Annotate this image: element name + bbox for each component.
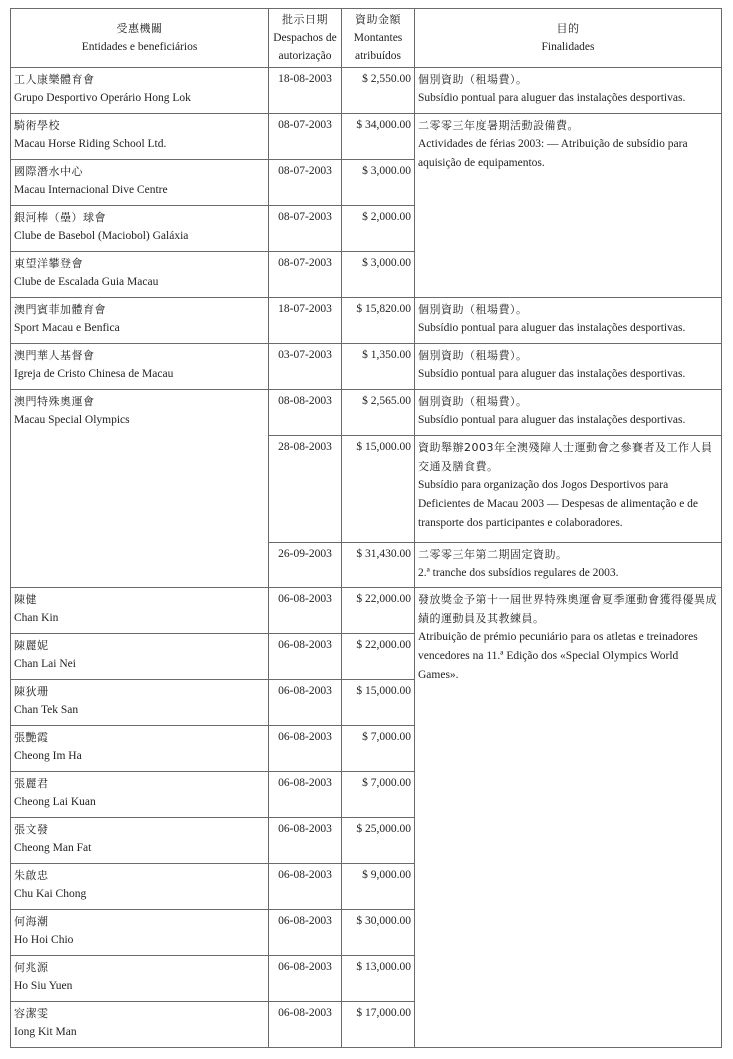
amount-cell: $ 31,430.00 (342, 543, 415, 588)
entity-cell (11, 634, 269, 680)
entity-name-pt: Cheong Man Fat (14, 842, 92, 854)
entity-name-pt: Macau Horse Riding School Ltd. (14, 138, 167, 150)
amount-cell: $ 7,000.00 (342, 772, 415, 818)
amount-cell: $ 17,000.00 (342, 1002, 415, 1048)
date-cell: 06-08-2003 (269, 956, 342, 1002)
entity-cell (11, 680, 269, 726)
entity-name-pt: Cheong Lai Kuan (14, 796, 96, 808)
header-date-zh: 批示日期 (282, 13, 328, 26)
table-row (11, 68, 722, 114)
entity-cell (11, 160, 269, 206)
date-cell: 08-08-2003 (269, 390, 342, 436)
entity-name-zh: 張艷霞 (14, 731, 49, 744)
entity-name-zh: 陳健 (14, 593, 37, 606)
amount-cell: $ 2,550.00 (342, 68, 415, 114)
header-entity-zh: 受惠機關 (116, 22, 163, 35)
entity-name-pt: Ho Siu Yuen (14, 980, 73, 992)
date-cell: 08-07-2003 (269, 252, 342, 298)
entity-name-pt: Macau Internacional Dive Centre (14, 184, 168, 196)
table-row (11, 298, 722, 344)
purpose-zh: 發放獎金予第十一屆世界特殊奧運會夏季運動會獲得優異成績的運動員及其教練員。 (418, 593, 717, 625)
entity-name-zh: 銀河棒（壘）球會 (14, 211, 106, 224)
header-amount-pt-2: atribuídos (355, 50, 401, 62)
entity-cell (11, 910, 269, 956)
amount-cell: $ 2,000.00 (342, 206, 415, 252)
amount-cell: $ 9,000.00 (342, 864, 415, 910)
entity-name-zh: 工人康樂體育會 (14, 73, 95, 86)
amount-cell: $ 22,000.00 (342, 634, 415, 680)
purpose-pt: Actividades de férias 2003: — Atribuição de subsídio para aquisição de equipamentos. (418, 138, 688, 169)
entity-name-zh: 何海潮 (14, 915, 49, 928)
header-date-pt-2: autorização (278, 50, 332, 62)
purpose-zh: 個別資助（租場費）。 (418, 303, 528, 316)
amount-cell: $ 34,000.00 (342, 114, 415, 160)
header-date-pt-1: Despachos de (273, 32, 337, 44)
purpose-zh: 二零零三年度暑期活動設備費。 (418, 119, 579, 132)
header-amount (342, 9, 415, 68)
purpose-pt: Subsídio pontual para aluguer das instalações desportivas. (418, 414, 686, 426)
entity-cell (11, 956, 269, 1002)
table-row (11, 344, 722, 390)
amount-cell: $ 15,820.00 (342, 298, 415, 344)
purpose-pt: 2.ª tranche dos subsídios regulares de 2003. (418, 567, 619, 579)
entity-cell (11, 390, 269, 588)
purpose-zh: 二零零三年第二期固定資助。 (418, 548, 568, 561)
entity-name-pt: Ho Hoi Chio (14, 934, 74, 946)
purpose-pt: Atribuição de prémio pecuniário para os atletas e treinadores vencedores na 11.ª Edição dos «Special Olympics World Games». (418, 631, 698, 681)
entity-name-zh: 張文發 (14, 823, 49, 836)
entity-name-pt: Iong Kit Man (14, 1026, 77, 1038)
purpose-cell (415, 68, 722, 114)
amount-cell: $ 2,565.00 (342, 390, 415, 436)
table-row (11, 114, 722, 160)
entity-cell (11, 726, 269, 772)
date-cell: 18-08-2003 (269, 68, 342, 114)
header-entity-pt: Entidades e beneficiários (81, 41, 198, 53)
subsidy-table (10, 8, 722, 1048)
purpose-cell (415, 344, 722, 390)
entity-name-zh: 澳門賓菲加體育會 (14, 303, 106, 316)
entity-cell (11, 344, 269, 390)
header-purpose-pt: Finalidades (541, 41, 595, 53)
purpose-pt: Subsídio pontual para aluguer das instalações desportivas. (418, 368, 686, 380)
entity-name-pt: Chu Kai Chong (14, 888, 87, 900)
entity-name-pt: Clube de Escalada Guia Macau (14, 276, 159, 288)
purpose-cell (415, 298, 722, 344)
entity-name-zh: 澳門華人基督會 (14, 349, 95, 362)
subsidy-document (10, 8, 721, 1048)
amount-cell: $ 15,000.00 (342, 436, 415, 543)
purpose-cell (415, 390, 722, 436)
purpose-zh: 個別資助（租場費）。 (418, 395, 528, 408)
entity-name-pt: Chan Kin (14, 612, 59, 624)
amount-cell: $ 1,350.00 (342, 344, 415, 390)
entity-name-zh: 朱啟忠 (14, 869, 49, 882)
purpose-zh: 資助舉辦2003年全澳殘障人士運動會之參賽者及工作人員交通及膳食費。 (418, 441, 713, 473)
entity-name-zh: 容潔雯 (14, 1007, 49, 1020)
header-amount-zh: 資助金額 (355, 13, 401, 26)
date-cell: 08-07-2003 (269, 160, 342, 206)
purpose-cell (415, 436, 722, 543)
table-row (11, 588, 722, 634)
purpose-cell (415, 588, 722, 1048)
amount-cell: $ 25,000.00 (342, 818, 415, 864)
entity-cell (11, 252, 269, 298)
entity-cell (11, 818, 269, 864)
date-cell: 06-08-2003 (269, 910, 342, 956)
date-cell: 06-08-2003 (269, 680, 342, 726)
entity-cell (11, 1002, 269, 1048)
table-header-row (11, 9, 722, 68)
purpose-pt: Subsídio pontual para aluguer das instalações desportivas. (418, 322, 686, 334)
entity-name-pt: Sport Macau e Benfica (14, 322, 120, 334)
amount-cell: $ 22,000.00 (342, 588, 415, 634)
entity-cell (11, 114, 269, 160)
entity-cell (11, 206, 269, 252)
table-row (11, 390, 722, 436)
purpose-pt: Subsídio pontual para aluguer das instalações desportivas. (418, 92, 686, 104)
purpose-zh: 個別資助（租場費）。 (418, 349, 528, 362)
purpose-pt: Subsídio para organização dos Jogos Desportivos para Deficientes de Macau 2003 — Despesas de alimentação e de transporte dos participantes e colaboradores. (418, 479, 699, 529)
entity-name-pt: Cheong Im Ha (14, 750, 82, 762)
entity-name-zh: 東望洋攀登會 (14, 257, 83, 270)
amount-cell: $ 30,000.00 (342, 910, 415, 956)
date-cell: 06-08-2003 (269, 1002, 342, 1048)
purpose-cell (415, 543, 722, 588)
entity-name-pt: Macau Special Olympics (14, 414, 130, 426)
entity-cell (11, 68, 269, 114)
entity-cell (11, 772, 269, 818)
date-cell: 08-07-2003 (269, 206, 342, 252)
header-amount-pt-1: Montantes (353, 32, 403, 44)
entity-cell (11, 864, 269, 910)
entity-name-zh: 何兆源 (14, 961, 49, 974)
date-cell: 06-08-2003 (269, 818, 342, 864)
date-cell: 06-08-2003 (269, 634, 342, 680)
date-cell: 03-07-2003 (269, 344, 342, 390)
entity-name-pt: Clube de Basebol (Maciobol) Galáxia (14, 230, 189, 242)
date-cell: 06-08-2003 (269, 864, 342, 910)
amount-cell: $ 3,000.00 (342, 160, 415, 206)
date-cell: 06-08-2003 (269, 726, 342, 772)
entity-name-pt: Chan Lai Nei (14, 658, 76, 670)
date-cell: 08-07-2003 (269, 114, 342, 160)
entity-name-zh: 陳狄珊 (14, 685, 49, 698)
date-cell: 06-08-2003 (269, 772, 342, 818)
header-purpose (415, 9, 722, 68)
entity-name-pt: Igreja de Cristo Chinesa de Macau (14, 368, 174, 380)
entity-name-zh: 張麗君 (14, 777, 49, 790)
amount-cell: $ 13,000.00 (342, 956, 415, 1002)
entity-name-zh: 陳麗妮 (14, 639, 49, 652)
date-cell: 18-07-2003 (269, 298, 342, 344)
entity-name-zh: 澳門特殊奧運會 (14, 395, 95, 408)
entity-cell (11, 298, 269, 344)
amount-cell: $ 3,000.00 (342, 252, 415, 298)
purpose-cell (415, 114, 722, 298)
entity-name-zh: 騎術學校 (14, 119, 60, 132)
header-date (269, 9, 342, 68)
header-entity (11, 9, 269, 68)
date-cell: 06-08-2003 (269, 588, 342, 634)
purpose-zh: 個別資助（租場費）。 (418, 73, 528, 86)
entity-name-zh: 國際潛水中心 (14, 165, 83, 178)
amount-cell: $ 7,000.00 (342, 726, 415, 772)
entity-name-pt: Chan Tek San (14, 704, 79, 716)
amount-cell: $ 15,000.00 (342, 680, 415, 726)
entity-name-pt: Grupo Desportivo Operário Hong Lok (14, 92, 191, 104)
date-cell: 28-08-2003 (269, 436, 342, 543)
header-purpose-zh: 目的 (556, 22, 580, 35)
entity-cell (11, 588, 269, 634)
date-cell: 26-09-2003 (269, 543, 342, 588)
